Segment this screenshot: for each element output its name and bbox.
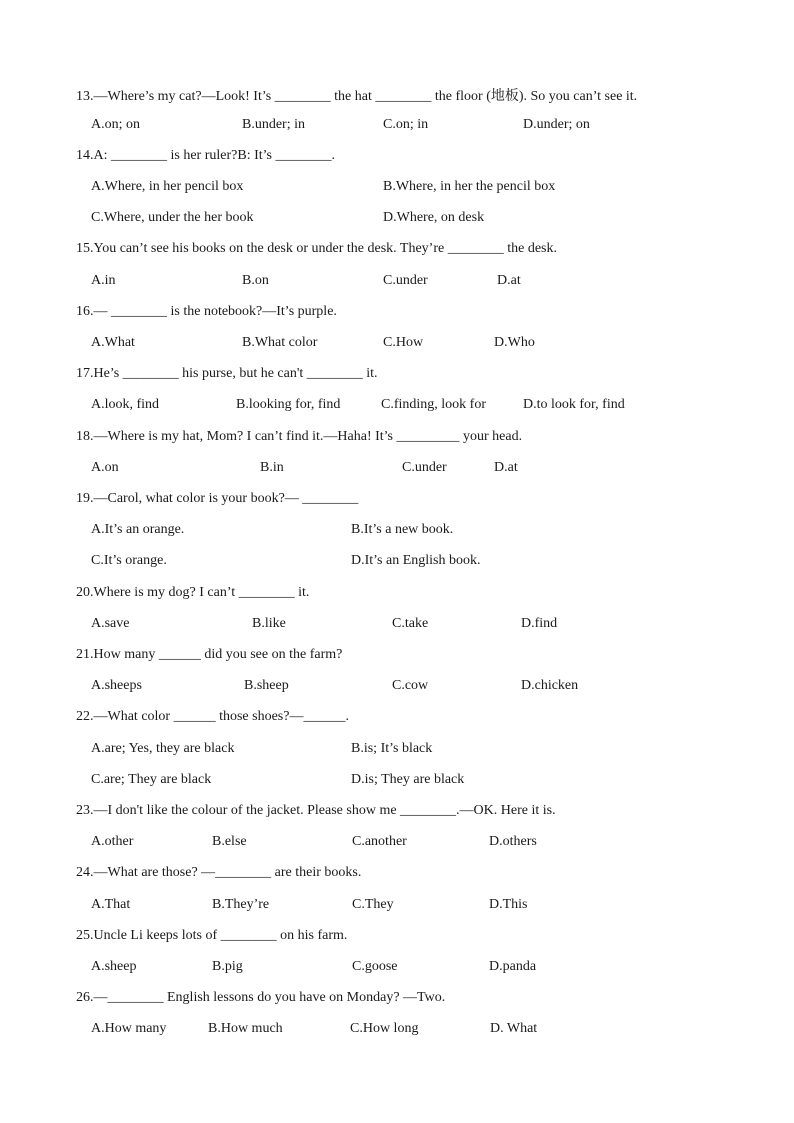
question-14-option-a[interactable]: A.Where, in her pencil box: [91, 179, 244, 194]
question-19-stem: 19.—Carol, what color is your book?— ________: [76, 491, 359, 506]
question-26-option-a[interactable]: A.How many: [91, 1021, 167, 1036]
question-22-option-a[interactable]: A.are; Yes, they are black: [91, 741, 235, 756]
question-15-stem: 15.You can’t see his books on the desk or under the desk. They’re ________ the desk.: [76, 241, 557, 256]
question-23-option-a[interactable]: A.other: [91, 834, 134, 849]
question-20-option-c[interactable]: C.take: [392, 616, 429, 631]
question-13-option-b[interactable]: B.under; in: [242, 117, 305, 132]
question-25-stem: 25.Uncle Li keeps lots of ________ on his farm.: [76, 928, 348, 943]
question-23-option-d[interactable]: D.others: [489, 834, 537, 849]
question-20-option-a[interactable]: A.save: [91, 616, 130, 631]
question-21-option-b[interactable]: B.sheep: [244, 678, 289, 693]
question-18-option-a[interactable]: A.on: [91, 460, 119, 475]
question-21-option-d[interactable]: D.chicken: [521, 678, 579, 693]
question-15-option-c[interactable]: C.under: [383, 273, 428, 288]
question-22-stem: 22.—What color ______ those shoes?—______.: [76, 709, 349, 724]
question-26-option-d[interactable]: D. What: [490, 1021, 538, 1036]
question-16-option-c[interactable]: C.How: [383, 335, 424, 350]
question-25-option-a[interactable]: A.sheep: [91, 959, 137, 974]
question-17-option-d[interactable]: D.to look for, find: [523, 397, 625, 412]
question-24-option-b[interactable]: B.They’re: [212, 897, 270, 912]
question-25-option-b[interactable]: B.pig: [212, 959, 243, 974]
question-16-option-b[interactable]: B.What color: [242, 335, 318, 350]
question-14-option-c[interactable]: C.Where, under the her book: [91, 210, 254, 225]
question-18-option-c[interactable]: C.under: [402, 460, 447, 475]
question-24-option-d[interactable]: D.This: [489, 897, 528, 912]
question-16-option-a[interactable]: A.What: [91, 335, 135, 350]
question-16-option-d[interactable]: D.Who: [494, 335, 535, 350]
question-26-option-c[interactable]: C.How long: [350, 1021, 419, 1036]
question-17-stem: 17.He’s ________ his purse, but he can't ________ it.: [76, 366, 378, 381]
question-24-option-c[interactable]: C.They: [352, 897, 394, 912]
question-13-option-d[interactable]: D.under; on: [523, 117, 590, 132]
question-15-option-a[interactable]: A.in: [91, 273, 116, 288]
question-23-stem: 23.—I don't like the colour of the jacket. Please show me ________.—OK. Here it is.: [76, 803, 556, 818]
question-22-option-d[interactable]: D.is; They are black: [351, 772, 465, 787]
question-16-stem: 16.— ________ is the notebook?—It’s purple.: [76, 304, 337, 319]
question-26-option-b[interactable]: B.How much: [208, 1021, 283, 1036]
question-19-option-d[interactable]: D.It’s an English book.: [351, 553, 481, 568]
question-22-option-c[interactable]: C.are; They are black: [91, 772, 212, 787]
question-19-option-b[interactable]: B.It’s a new book.: [351, 522, 454, 537]
question-17-option-a[interactable]: A.look, find: [91, 397, 160, 412]
question-15-option-d[interactable]: D.at: [497, 273, 521, 288]
question-25-option-c[interactable]: C.goose: [352, 959, 398, 974]
question-13-option-a[interactable]: A.on; on: [91, 117, 140, 132]
question-13-option-c[interactable]: C.on; in: [383, 117, 429, 132]
question-21-option-c[interactable]: C.cow: [392, 678, 429, 693]
question-19-option-c[interactable]: C.It’s orange.: [91, 553, 167, 568]
question-13-stem: 13.—Where’s my cat?—Look! It’s ________ the hat ________ the floor (地板). So you can’t see it.: [76, 89, 638, 104]
question-18-stem: 18.—Where is my hat, Mom? I can’t find it.—Haha! It’s _________ your head.: [76, 429, 523, 444]
question-23-option-c[interactable]: C.another: [352, 834, 407, 849]
question-15-option-b[interactable]: B.on: [242, 273, 269, 288]
question-17-option-b[interactable]: B.looking for, find: [236, 397, 341, 412]
question-14-option-b[interactable]: B.Where, in her the pencil box: [383, 179, 556, 194]
question-14-stem: 14.A: ________ is her ruler?B: It’s ________.: [76, 148, 335, 163]
question-25-option-d[interactable]: D.panda: [489, 959, 537, 974]
question-24-option-a[interactable]: A.That: [91, 897, 131, 912]
question-22-option-b[interactable]: B.is; It’s black: [351, 741, 433, 756]
question-20-stem: 20.Where is my dog? I can’t ________ it.: [76, 585, 310, 600]
question-18-option-d[interactable]: D.at: [494, 460, 518, 475]
question-19-option-a[interactable]: A.It’s an orange.: [91, 522, 185, 537]
question-20-option-d[interactable]: D.find: [521, 616, 558, 631]
question-17-option-c[interactable]: C.finding, look for: [381, 397, 486, 412]
question-21-stem: 21.How many ______ did you see on the farm?: [76, 647, 343, 662]
question-24-stem: 24.—What are those? —________ are their books.: [76, 865, 362, 880]
question-20-option-b[interactable]: B.like: [252, 616, 286, 631]
question-21-option-a[interactable]: A.sheeps: [91, 678, 142, 693]
question-18-option-b[interactable]: B.in: [260, 460, 284, 475]
question-23-option-b[interactable]: B.else: [212, 834, 247, 849]
question-14-option-d[interactable]: D.Where, on desk: [383, 210, 485, 225]
question-26-stem: 26.—________ English lessons do you have on Monday? —Two.: [76, 990, 446, 1005]
